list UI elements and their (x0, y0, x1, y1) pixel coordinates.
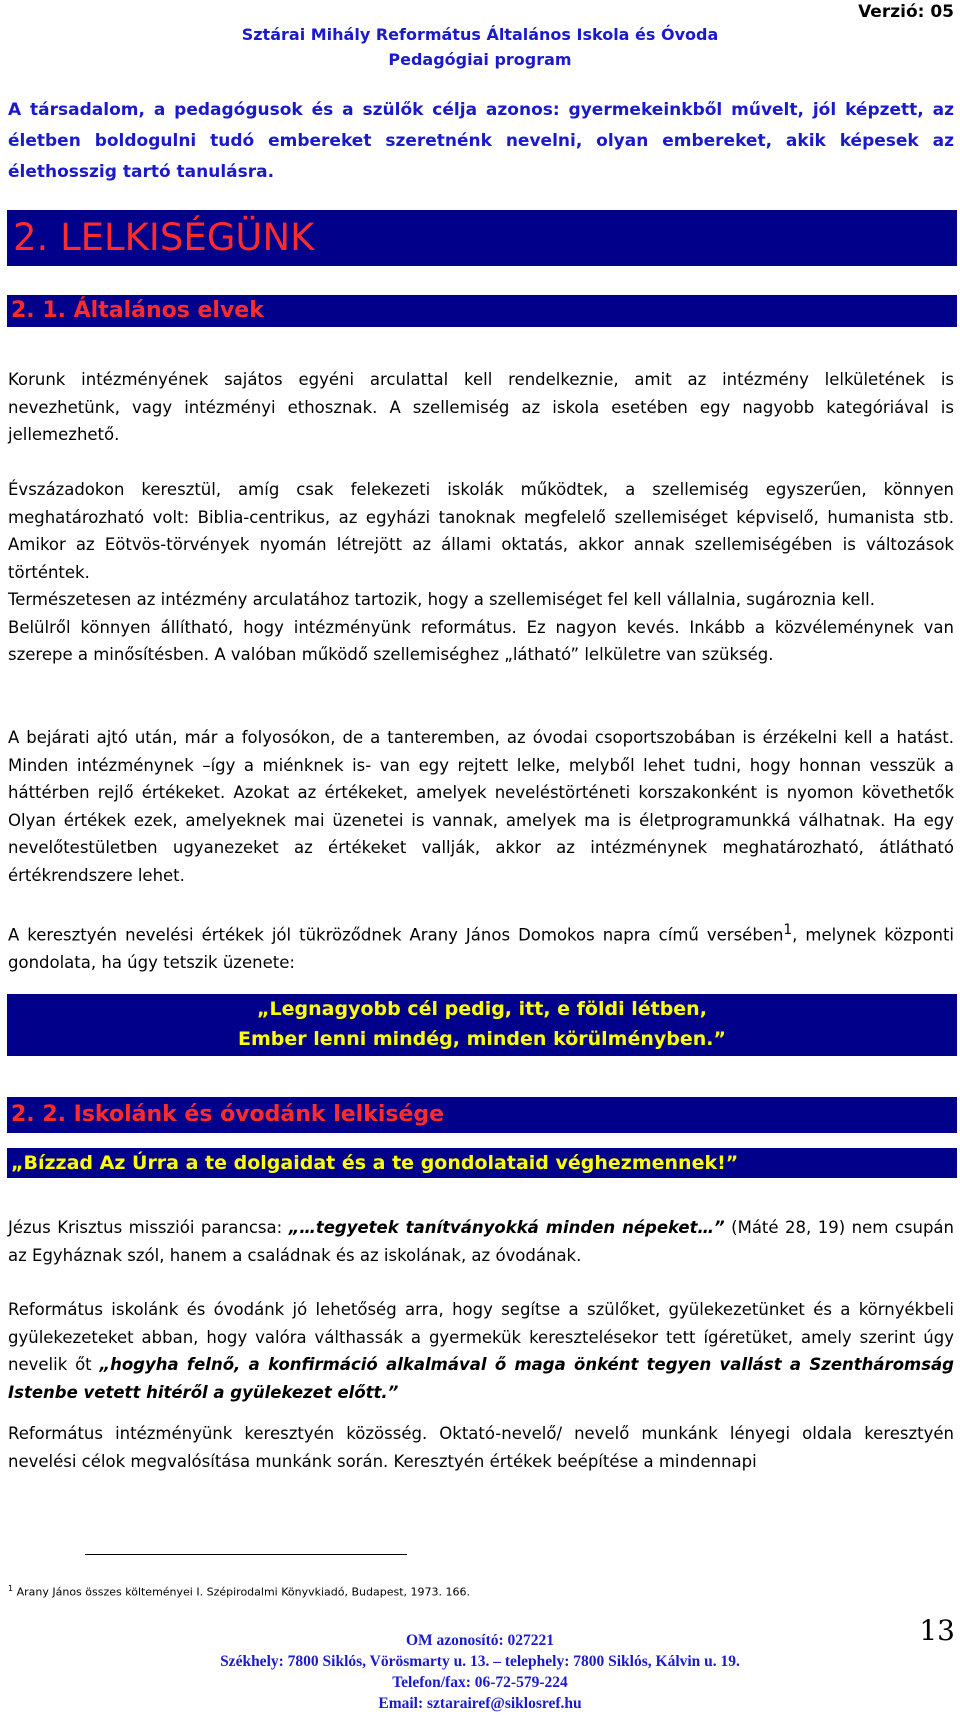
intro-paragraph: A társadalom, a pedagógusok és a szülők célja azonos: gyermekeinkből művelt, jól képzett, az életben boldogulni tudó embereket szeretnénk nevelni, olyan embereket, akik képesek az élethosszig tartó tanulásra. (8, 100, 954, 182)
footnote-divider (85, 1554, 407, 1555)
footnote-ref[interactable]: 1 (783, 922, 793, 938)
section-title-bar (7, 210, 957, 266)
motto-box (7, 1148, 957, 1178)
footer-address: Székhely: 7800 Siklós, Vörösmarty u. 13. – telephely: 7800 Siklós, Kálvin u. 19. (220, 1653, 740, 1670)
quote-line-2: Ember lenni mindég, minden körülményben.” (238, 1028, 726, 1050)
version-label: Verzió: 05 (858, 2, 954, 22)
subsection-title-bar (7, 295, 957, 327)
footer-email[interactable]: Email: sztarairef@siklosref.hu (378, 1695, 582, 1712)
footer-om: OM azonosító: 027221 (405, 1632, 555, 1649)
paragraph-arany (8, 917, 954, 977)
subsection-title: 2. 1. Általános elvek (11, 298, 264, 323)
paragraph-baptism-a: Református iskolánk és óvodánk jó lehetőség arra, hogy segítse a szülőket, gyülekezetünket és a környékbeli gyülekezeteket abban, hogy valóra válthassák a gyermekük keresztelésekor tett ígéretüket, amely szerint úgy nevelik őt (8, 1300, 954, 1374)
quote-line-1: „Legnagyobb cél pedig, itt, e földi létben, (257, 998, 707, 1020)
subsection-title-bar-2 (7, 1097, 957, 1133)
motto-text: „Bízzad Az Úrra a te dolgaidat és a te gondolataid véghezmennek!” (11, 1152, 739, 1174)
paragraph-history-a: Évszázadokon keresztül, amíg csak felekezeti iskolák működtek, a szellemiség egyszerűen, könnyen meghatározható volt: Biblia-centrikus, az egyházi tanoknak megfelelő szellemiséget képviselő, humanista stb. Amikor az Eötvös-törvények nyomán létrejött az állami oktatás, akkor annak szellemiségében is változások történtek. (8, 480, 954, 582)
paragraph-mission-a: Jézus Krisztus missziói parancsa: (8, 1218, 289, 1237)
paragraph-arany-text: A keresztyén nevelési értékek jól tükröződnek Arany János Domokos napra című versében (8, 925, 784, 945)
page-number: 13 (919, 1614, 955, 1647)
paragraph-history (8, 476, 954, 669)
paragraph-community: Református intézményünk keresztyén közösség. Oktató-nevelő/ nevelő munkánk lényegi oldala keresztyén nevelési célok megvalósítása munkánk során. Keresztyén értékek beépítése a mindennapi (8, 1424, 954, 1471)
footer-phone: Telefon/fax: 06-72-579-224 (392, 1674, 568, 1691)
subsection-title-2: 2. 2. Iskolánk és óvodánk lelkisége (11, 1102, 445, 1127)
paragraph-baptism (8, 1296, 954, 1406)
paragraph-mission (8, 1214, 954, 1269)
quote-box (7, 994, 957, 1056)
paragraph-values: A bejárati ajtó után, már a folyosókon, de a tanteremben, az óvodai csoportszobában is érzékelni kell a hatást. Minden intézménynek –így a miénknek is- van egy rejtett lelke, melyből lehet tudni, hogy honnan vesszük a háttérben rejlő értékeket. Azokat az értékeket, amelyek neveléstörténeti korszakonként is nyomon követhetők Olyan értékek ezek, amelyeknek mai üzenetei is vannak, amelyek ma is életprogramunkká válhatnak. Ha egy nevelőtestületben ugyanezeket az értékeket vallják, akkor az intézménynek meghatározható, átlátható értékrendszere lehet. (8, 728, 954, 885)
paragraph-ethosz: Korunk intézményének sajátos egyéni arculattal kell rendelkeznie, amit az intézmény lelkületének is nevezhetünk, vagy intézményi ethosznak. A szellemiség az iskola esetében egy nagyobb kategóriával is jellemezhető. (8, 370, 954, 444)
paragraph-arany-tail: , melynek központi gondolata, ha úgy tetszik üzenete: (8, 925, 954, 972)
paragraph-baptism-quote: „hogyha felnő, a konfirmáció alkalmával ő maga önként tegyen vallást a Szentháromság Istenbe vetett hitéről a gyülekezet előtt.” (8, 1355, 954, 1402)
footnote (8, 1584, 470, 1599)
school-name-header: Sztárai Mihály Református Általános Iskola és Óvoda (241, 25, 719, 44)
section-title: 2. LELKISÉGÜNK (13, 216, 315, 259)
paragraph-history-c: Belülről könnyen állítható, hogy intézményünk református. Ez nagyon kevés. Inkább a közvéleménynek van szerepe a minősítésben. A valóban működő szellemiséghez „látható” lelkületre van szükség. (8, 617, 954, 664)
footnote-mark: 1 (8, 1584, 14, 1593)
paragraph-mission-quote: „…tegyetek tanítványokká minden népeket…” (288, 1218, 725, 1237)
paragraph-history-b: Természetesen az intézmény arculatához tartozik, hogy a szellemiséget fel kell vállalnia, sugároznia kell. (8, 590, 875, 609)
footnote-text: Arany János összes költeményei I. Szépirodalmi Könyvkiadó, Budapest, 1973. 166. (13, 1585, 470, 1599)
paragraph-mission-c: (Máté 28, 19) nem csupán az Egyháznak szól, hanem a családnak és az iskolának, az óvodának. (8, 1218, 955, 1265)
program-header: Pedagógiai program (388, 50, 572, 69)
